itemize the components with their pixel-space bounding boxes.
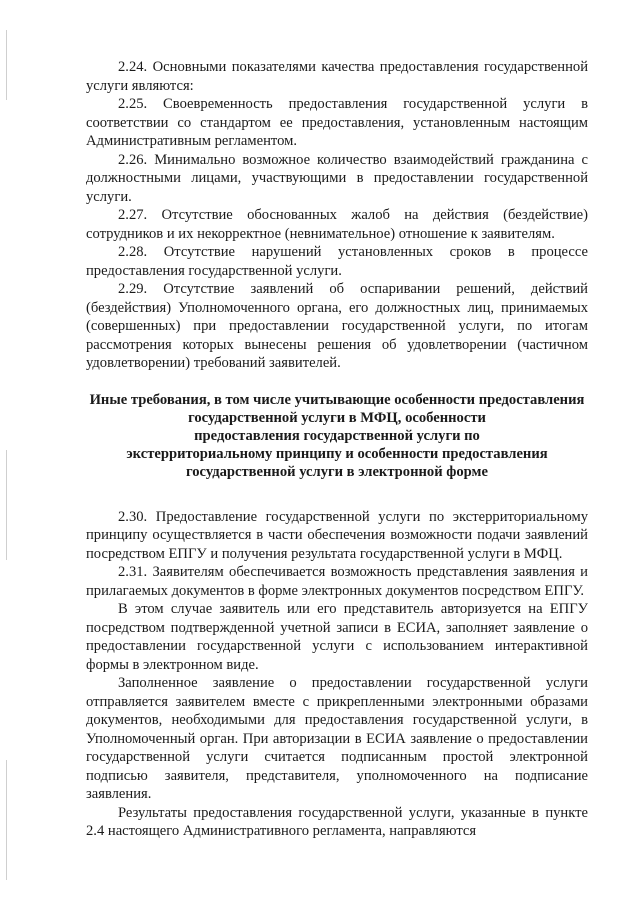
paragraph-epgu-authorization: В этом случае заявитель или его представитель авторизуется на ЕПГУ посредством подтвержденной учетной записи в ЕСИА, заполняет заявление о предоставлении государственной услуги с использованием интерактивной формы в электронном виде. <box>86 601 588 673</box>
heading-line: экстерриториальному принципу и особенности предоставления <box>126 446 548 463</box>
paragraph-results: Результаты предоставления государственной услуги, указанные в пункте 2.4 настоящего Административного регламента, направляются <box>86 804 588 840</box>
paragraph-application-sending: Заполненное заявление о предоставлении государственной услуги отправляется заявителем вместе с прикрепленными электронными образами документов, необходимыми для предоставления государственной услуги, в Уполномоченный орган. При авторизации в ЕСИА заявление о предоставлении государственной услуги считается подписанным простой электронной подписью заявителя, представителя, уполномоченного на подписание заявления. <box>86 675 588 803</box>
paragraph-2-28: 2.28. Отсутствие нарушений установленных сроков в процессе предоставления государственной услуги. <box>86 244 588 279</box>
paragraph-2-29: 2.29. Отсутствие заявлений об оспаривании решений, действий (бездействия) Уполномоченного органа, его должностных лиц, принимаемых (совершенных) при предоставлении государственной услуги, по итогам рассмотрения которых вынесены решения об удовлетворении (частичном удовлетворении) требований заявителей. <box>86 281 588 371</box>
paragraph-2-24: 2.24. Основными показателями качества предоставления государственной услуги являются: <box>86 59 588 94</box>
paragraph-2-30: 2.30. Предоставление государственной услуги по экстерриториальному принципу осуществляется в части обеспечения возможности подачи заявлений посредством ЕПГУ и получения результата государственной услуги в МФЦ. <box>86 508 588 562</box>
paragraph-2-27: 2.27. Отсутствие обоснованных жалоб на действия (бездействие) сотрудников и их некорректное (невнимательное) отношение к заявителям. <box>86 207 588 242</box>
document-page <box>86 58 588 841</box>
scan-edge-mark <box>6 450 7 560</box>
heading-line: предоставления государственной услуги по <box>194 427 480 444</box>
section-heading <box>86 391 588 482</box>
heading-line: Иные требования, в том числе учитывающие особенности предоставления <box>89 391 585 408</box>
paragraph-2-25: 2.25. Своевременность предоставления государственной услуги в соответствии со стандартом ее предоставления, установленным настоящим Административным регламентом. <box>86 96 588 149</box>
paragraph-2-26: 2.26. Минимально возможное количество взаимодействий гражданина с должностными лицами, участвующими в предоставлении государственной услуги. <box>86 151 588 205</box>
scan-edge-mark <box>6 30 7 100</box>
heading-line: государственной услуги в электронной форме <box>186 464 488 481</box>
heading-line: государственной услуги в МФЦ, особенности <box>188 409 486 426</box>
paragraph-2-31: 2.31. Заявителям обеспечивается возможность представления заявления и прилагаемых документов в форме электронных документов посредством ЕПГУ. <box>86 564 588 599</box>
scan-edge-mark <box>6 760 7 880</box>
